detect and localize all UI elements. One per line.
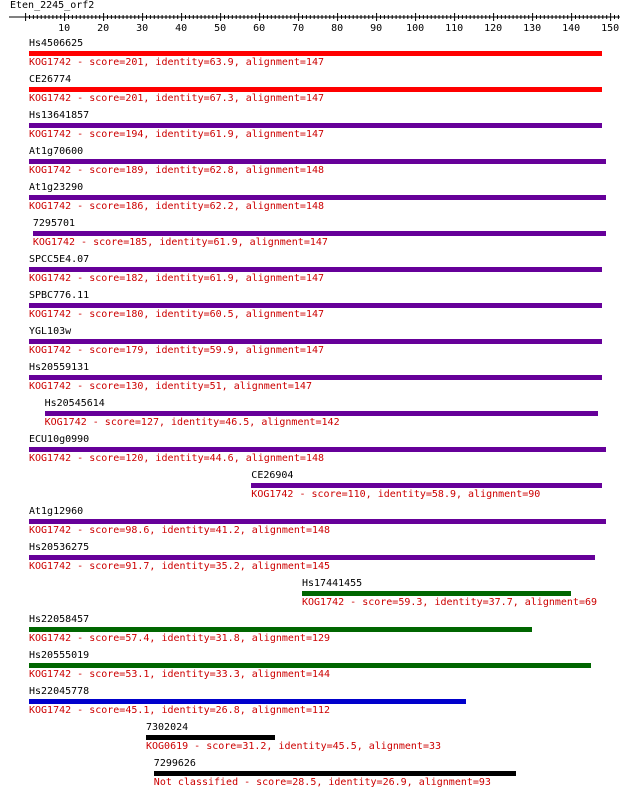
hit-bar[interactable] (29, 51, 602, 56)
hit-name[interactable]: At1g23290 (29, 182, 84, 193)
hit-bar[interactable] (29, 447, 606, 452)
hit-description: KOG1742 - score=127, identity=46.5, alignment=142 (44, 417, 340, 428)
hit-description: KOG1742 - score=189, identity=62.8, alignment=148 (29, 165, 325, 176)
hit-name[interactable]: At1g70600 (29, 146, 84, 157)
hit-bar[interactable] (29, 87, 602, 92)
ruler-tick-label: 80 (331, 23, 344, 34)
hit-name[interactable]: Hs4506625 (29, 38, 84, 49)
hit-row[interactable] (0, 38, 620, 74)
ruler-tick-label: 150 (601, 23, 620, 34)
hit-description: KOG0619 - score=31.2, identity=45.5, alignment=33 (146, 741, 442, 752)
hit-name[interactable]: Hs22045778 (29, 686, 90, 697)
hit-description: KOG1742 - score=194, identity=61.9, alignment=147 (29, 129, 325, 140)
hit-name[interactable]: Hs13641857 (29, 110, 90, 121)
hit-row[interactable] (0, 758, 620, 794)
hit-bar[interactable] (29, 555, 595, 560)
hit-bar[interactable] (29, 195, 606, 200)
hit-bar[interactable] (29, 519, 606, 524)
hit-bar[interactable] (29, 303, 602, 308)
hit-row[interactable] (0, 182, 620, 218)
hit-bar[interactable] (33, 231, 606, 236)
hit-name[interactable]: Hs20555019 (29, 650, 90, 661)
hit-description: KOG1742 - score=130, identity=51, alignment=147 (29, 381, 312, 392)
hit-row[interactable] (0, 686, 620, 722)
hit-description: KOG1742 - score=53.1, identity=33.3, alignment=144 (29, 669, 331, 680)
hit-row[interactable] (0, 650, 620, 686)
hit-name[interactable]: SPBC776.11 (29, 290, 90, 301)
hit-description: KOG1742 - score=120, identity=44.6, alignment=148 (29, 453, 325, 464)
hit-row[interactable] (0, 398, 620, 434)
hit-row[interactable] (0, 254, 620, 290)
query-title: Eten_2245_orf2 (10, 0, 95, 11)
hit-description: KOG1742 - score=201, identity=67.3, alignment=147 (29, 93, 325, 104)
hit-row[interactable] (0, 326, 620, 362)
ruler-tick-label: 130 (523, 23, 542, 34)
hit-bar[interactable] (29, 699, 466, 704)
hit-name[interactable]: CE26774 (29, 74, 72, 85)
hit-row[interactable] (0, 614, 620, 650)
hit-description: KOG1742 - score=179, identity=59.9, alignment=147 (29, 345, 325, 356)
hit-name[interactable]: Hs20559131 (29, 362, 90, 373)
hit-row[interactable] (0, 110, 620, 146)
hit-description: KOG1742 - score=45.1, identity=26.8, alignment=112 (29, 705, 331, 716)
hit-bar[interactable] (29, 123, 602, 128)
hit-row[interactable] (0, 146, 620, 182)
hit-bar[interactable] (29, 339, 602, 344)
hit-bar[interactable] (302, 591, 571, 596)
hit-bar[interactable] (29, 663, 591, 668)
hit-bar[interactable] (154, 771, 517, 776)
hit-description: KOG1742 - score=91.7, identity=35.2, alignment=145 (29, 561, 331, 572)
hit-bar[interactable] (29, 375, 602, 380)
hit-row[interactable] (0, 578, 620, 614)
hit-name[interactable]: Hs22058457 (29, 614, 90, 625)
hit-row[interactable] (0, 218, 620, 254)
hit-name[interactable]: 7295701 (32, 218, 76, 229)
hit-row[interactable] (0, 290, 620, 326)
hit-name[interactable]: At1g12960 (29, 506, 84, 517)
hit-bar[interactable] (29, 267, 602, 272)
hit-name[interactable]: Hs17441455 (302, 578, 363, 589)
hit-description: KOG1742 - score=182, identity=61.9, alignment=147 (29, 273, 325, 284)
hit-row[interactable] (0, 506, 620, 542)
hit-name[interactable]: Hs20545614 (44, 398, 105, 409)
position-ruler (0, 0, 620, 34)
hit-description: KOG1742 - score=59.3, identity=37.7, alignment=69 (302, 597, 598, 608)
hit-description: KOG1742 - score=186, identity=62.2, alignment=148 (29, 201, 325, 212)
hit-row[interactable] (0, 362, 620, 398)
hit-description: KOG1742 - score=98.6, identity=41.2, alignment=148 (29, 525, 331, 536)
hit-row[interactable] (0, 470, 620, 506)
hit-bar[interactable] (29, 627, 532, 632)
ruler-tick-label: 110 (445, 23, 464, 34)
hit-name[interactable]: Hs20536275 (29, 542, 90, 553)
hit-description: KOG1742 - score=110, identity=58.9, alignment=90 (251, 489, 541, 500)
hit-description: KOG1742 - score=201, identity=63.9, alignment=147 (29, 57, 325, 68)
ruler-tick-label: 40 (175, 23, 188, 34)
hit-row[interactable] (0, 74, 620, 110)
hit-row[interactable] (0, 434, 620, 470)
ruler-tick-label: 140 (562, 23, 581, 34)
hit-name[interactable]: ECU10g0990 (29, 434, 90, 445)
ruler-tick-label: 50 (214, 23, 227, 34)
ruler-tick-label: 10 (58, 23, 71, 34)
hit-description: KOG1742 - score=180, identity=60.5, alignment=147 (29, 309, 325, 320)
ruler-tick-label: 70 (292, 23, 305, 34)
hit-bar[interactable] (29, 159, 606, 164)
hit-bar[interactable] (45, 411, 599, 416)
ruler-tick-label: 60 (253, 23, 266, 34)
hit-name[interactable]: YGL103w (29, 326, 72, 337)
hit-bar[interactable] (251, 483, 602, 488)
ruler-tick-label: 20 (97, 23, 110, 34)
ruler-tick-label: 100 (406, 23, 425, 34)
hit-bar[interactable] (146, 735, 275, 740)
hit-description: Not classified - score=28.5, identity=26.9, alignment=93 (153, 777, 491, 788)
hit-name[interactable]: 7302024 (146, 722, 189, 733)
hit-name[interactable]: 7299626 (153, 758, 196, 769)
hit-row[interactable] (0, 542, 620, 578)
hit-description: KOG1742 - score=185, identity=61.9, alignment=147 (32, 237, 328, 248)
hit-name[interactable]: CE26904 (251, 470, 294, 481)
hit-name[interactable]: SPCC5E4.07 (29, 254, 90, 265)
hit-description: KOG1742 - score=57.4, identity=31.8, alignment=129 (29, 633, 331, 644)
ruler-tick-label: 120 (484, 23, 503, 34)
ruler-tick-label: 30 (136, 23, 149, 34)
ruler-tick-label: 90 (370, 23, 383, 34)
hit-row[interactable] (0, 722, 620, 758)
